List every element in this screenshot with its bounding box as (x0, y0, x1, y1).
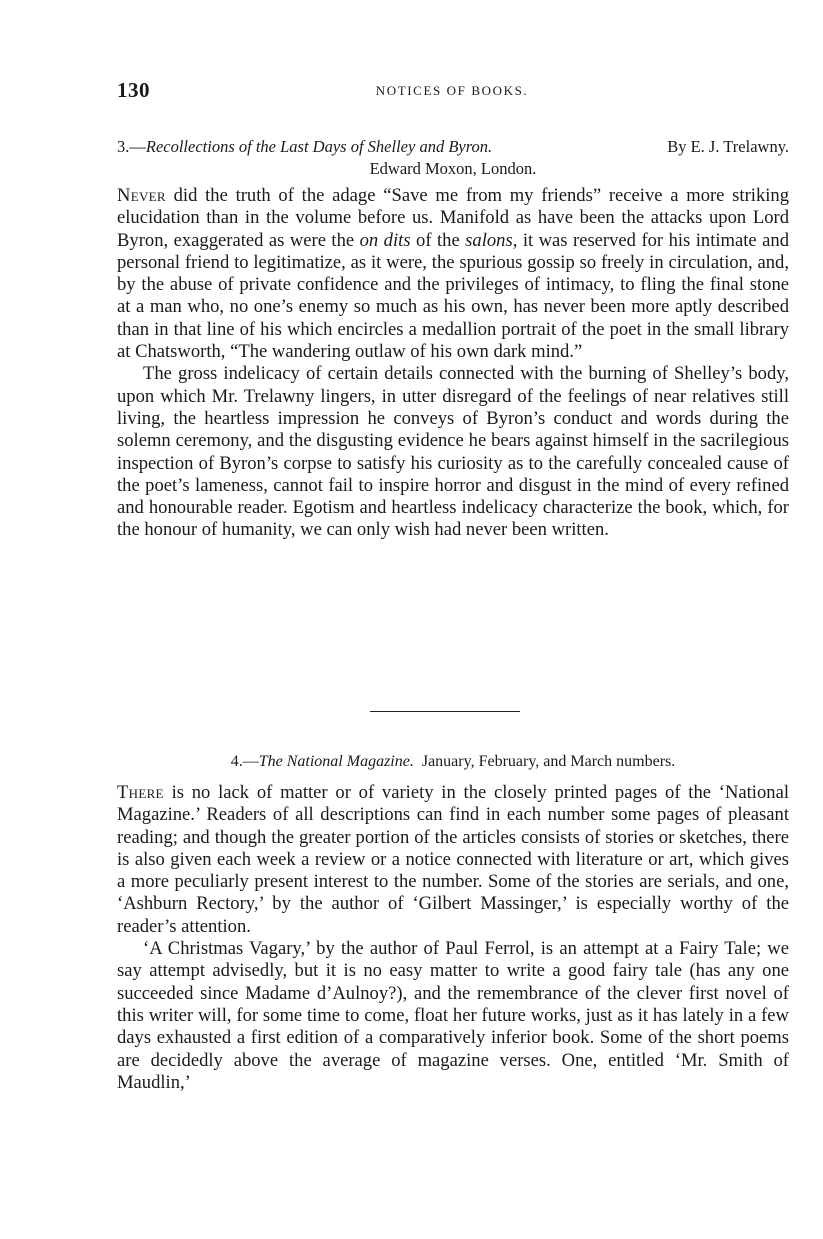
paragraph-text: , it was reserved for his intimate and personal friend to legitimatize, as it were, the spurious gossip so freely in circulation, and, by the abuse of private confidence and the privileges of intimacy, to fling the final stone at a man who, no one’s enemy so much as his own, has never been more aptly described than in that line of his which encircles a medallion portrait of the poet in the small library at Chatsworth, “The wandering outlaw of his own dark mind.” (117, 229, 790, 363)
page-header (117, 78, 787, 104)
citation-title: Recollections of the Last Days of Shelley and Byron. (145, 137, 493, 156)
dropcap-word: Never (117, 185, 166, 206)
italic-phrase: salons (465, 229, 513, 251)
citation-title-group (117, 136, 492, 158)
review-3 (117, 136, 789, 542)
paragraph-text: of the (410, 229, 466, 251)
citation-issues: January, February, and March numbers. (421, 753, 676, 770)
paragraph-text: is no lack of matter or of variety in the closely printed pages of the ‘National Magazine.’ Readers of all descriptions can find in each number some pages of pleasant reading; and though the greater portion of the articles consists of stories or sketches, there is also given each week a review or a notice connected with literature or art, which gives a more peculiarly present interest to the number. Some of the stories are serials, and one, ‘Ashburn Rectory,’ by the author of ‘Gilbert Massinger,’ is especially worthy of the reader’s attention. (117, 782, 789, 937)
review-3-citation (117, 136, 789, 180)
citation-author: By E. J. Trelawny. (667, 137, 789, 156)
italic-phrase: on dits (359, 229, 411, 251)
review-3-paragraph-2: The gross indelicacy of certain details connected with the burning of Shelley’s body, upon which Mr. Trelawny lingers, in utter disregard of the feelings of near relatives still living, the heartless impression he conveys of Byron’s conduct and words during the solemn ceremony, and the disgusting evidence he bears against himself in the sacrilegious inspection of Byron’s corpse to satisfy his curiosity as to the carefully concealed cause of the poet’s lameness, cannot fail to inspire horror and disgust in the mind of every refined and honourable reader. Egotism and heartless indelicacy characterize the book, which, for the honour of humanity, we can only wish had never been written. (117, 363, 789, 541)
review-4 (117, 751, 789, 1094)
citation-number: 3.— (117, 137, 146, 156)
review-4-paragraph-2: ‘A Christmas Vagary,’ by the author of Paul Ferrol, is an attempt at a Fairy Tale; we say attempt advisedly, but it is no easy matter to write a good fairy tale (has any one succeeded since Madame d’Aulnoy?), and the remembrance of the clever first novel of this writer will, for some time to come, float her future works, just as it has lately in a few days exhausted a first edition of a comparatively inferior book. Some of the short poems are decidedly above the average of magazine verses. One, entitled ‘Mr. Smith of Maudlin,’ (117, 938, 789, 1093)
citation-title: The National Magazine. (258, 753, 414, 770)
citation-number: 4.— (230, 753, 259, 770)
citation-publisher: Edward Moxon, London. (369, 159, 537, 178)
review-3-paragraph-1 (117, 185, 789, 363)
review-4-citation (117, 751, 789, 773)
section-divider (370, 711, 520, 712)
citation-line (117, 136, 789, 158)
running-head: NOTICES OF BOOKS. (375, 83, 529, 98)
review-4-paragraph-1 (117, 782, 789, 938)
dropcap-word: There (117, 782, 164, 803)
page-number: 130 (117, 78, 150, 102)
paragraph-text: did the truth of the adage “Save me from my friends” receive a more striking elucidation than in the volume before us. Manifold as have been the attacks upon Lord Byron, exaggerated as were the (117, 185, 789, 251)
